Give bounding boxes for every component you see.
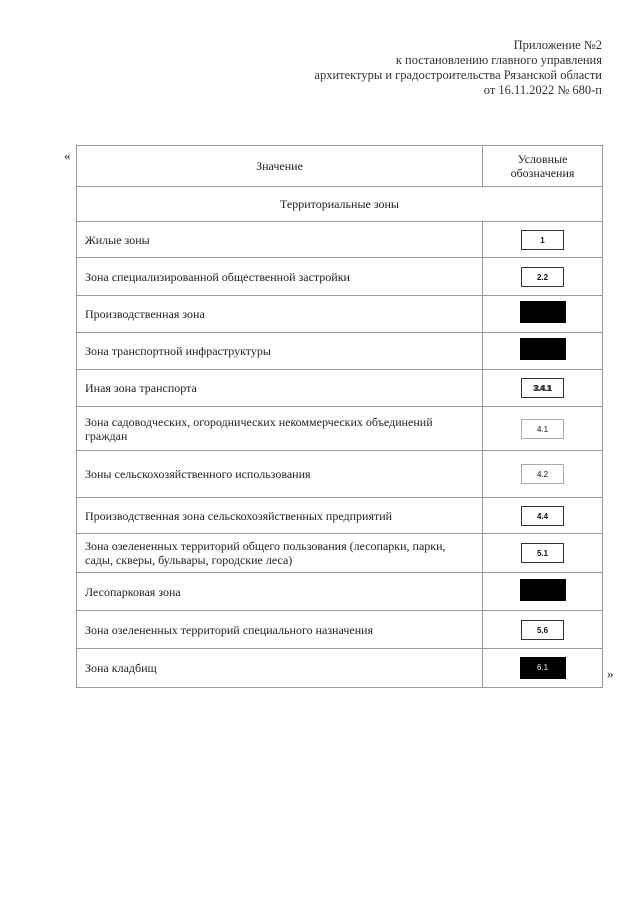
table-header-row bbox=[77, 146, 603, 187]
zone-symbol: 5.6 bbox=[521, 620, 564, 640]
table-row bbox=[77, 534, 603, 573]
table-row bbox=[77, 296, 603, 333]
header-department: архитектуры и градостроительства Рязанской области bbox=[314, 68, 602, 82]
column-header-symbol-line2: обозначения bbox=[510, 166, 575, 180]
zone-symbol: 6.1 bbox=[520, 657, 566, 679]
header-date-number: от 16.11.2022 № 680-п bbox=[483, 83, 602, 97]
open-quote: « bbox=[64, 148, 71, 163]
zone-symbol-black-fill bbox=[520, 579, 566, 601]
column-header-symbol bbox=[483, 146, 603, 187]
section-title: Территориальные зоны bbox=[77, 187, 603, 222]
close-quote: » bbox=[607, 666, 614, 681]
zone-name: Зоны сельскохозяйственного использования bbox=[77, 451, 483, 498]
table-row bbox=[77, 649, 603, 688]
zone-symbol: 1 bbox=[521, 230, 564, 250]
table-row bbox=[77, 333, 603, 370]
header-resolution: к постановлению главного управления bbox=[395, 53, 602, 67]
zones-table bbox=[76, 145, 603, 688]
section-row bbox=[77, 187, 603, 222]
zone-name: Лесопарковая зона bbox=[77, 573, 483, 611]
column-header-value: Значение bbox=[77, 146, 483, 187]
zone-name: Зона кладбищ bbox=[77, 649, 483, 688]
zone-name: Зона озелененных территорий общего пользования (лесопарки, парки, сады, скверы, бульвары, городские леса) bbox=[77, 534, 483, 573]
table-row bbox=[77, 222, 603, 258]
table-row bbox=[77, 451, 603, 498]
zone-name: Иная зона транспорта bbox=[77, 370, 483, 407]
zone-name: Зона специализированной общественной застройки bbox=[77, 258, 483, 296]
zone-symbol: 5.1 bbox=[521, 543, 564, 563]
zone-name: Жилые зоны bbox=[77, 222, 483, 258]
zone-symbol: 4.4 bbox=[521, 506, 564, 526]
column-header-symbol-line1: Условные bbox=[517, 152, 568, 166]
table-row bbox=[77, 407, 603, 451]
table-row bbox=[77, 370, 603, 407]
zone-symbol-black-fill bbox=[520, 301, 566, 323]
document-header bbox=[314, 38, 602, 98]
zone-symbol: 3.4.1 bbox=[521, 378, 564, 398]
zone-name: Производственная зона bbox=[77, 296, 483, 333]
zone-symbol: 2.2 bbox=[521, 267, 564, 287]
table-row bbox=[77, 573, 603, 611]
table-row bbox=[77, 611, 603, 649]
table-row bbox=[77, 498, 603, 534]
table-row bbox=[77, 258, 603, 296]
zone-symbol-black-fill bbox=[520, 338, 566, 360]
header-appendix: Приложение №2 bbox=[513, 38, 602, 52]
zone-name: Зона озелененных территорий специального назначения bbox=[77, 611, 483, 649]
zone-name: Зона садоводческих, огороднических некоммерческих объединений граждан bbox=[77, 407, 483, 451]
zone-symbol: 4.1 bbox=[521, 419, 564, 439]
zone-symbol: 4.2 bbox=[521, 464, 564, 484]
zone-name: Производственная зона сельскохозяйственных предприятий bbox=[77, 498, 483, 534]
zone-name: Зона транспортной инфраструктуры bbox=[77, 333, 483, 370]
